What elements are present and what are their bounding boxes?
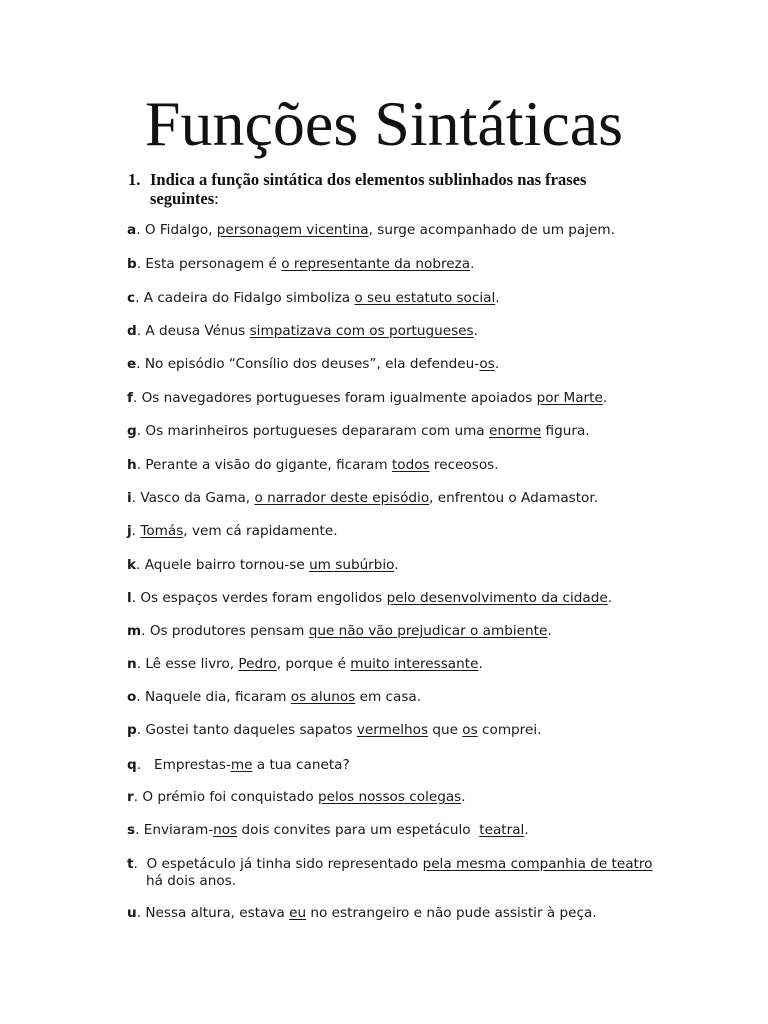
item-separator: . bbox=[133, 789, 139, 805]
exercise-item-a bbox=[127, 222, 687, 239]
sentence-text: . bbox=[495, 290, 500, 306]
exercise-item-g bbox=[127, 423, 687, 440]
exercise-line bbox=[127, 523, 338, 539]
sentence-text: O Fidalgo, bbox=[140, 222, 217, 238]
exercise-item-n bbox=[127, 656, 687, 673]
item-separator: . bbox=[136, 222, 141, 238]
sentence-text: . bbox=[602, 390, 608, 406]
underlined-element: teatral bbox=[479, 822, 525, 838]
exercise-line bbox=[127, 623, 552, 639]
underlined-element: Pedro bbox=[238, 656, 277, 672]
item-letter: g bbox=[127, 423, 137, 439]
exercise-item-u bbox=[127, 905, 687, 922]
sentence-text: , vem cá rapidamente. bbox=[183, 523, 338, 539]
sentence-text: . bbox=[494, 356, 500, 372]
exercise-line bbox=[127, 356, 499, 372]
exercise-item-s bbox=[127, 822, 687, 839]
underlined-element: pelo desenvolvimento da cidade bbox=[386, 590, 608, 606]
underlined-element: simpatizava com os portugueses bbox=[249, 323, 474, 339]
underlined-element: os bbox=[479, 356, 495, 372]
exercise-item-p bbox=[127, 722, 687, 739]
item-letter: k bbox=[127, 557, 137, 573]
page-title: Funções Sintáticas bbox=[144, 88, 624, 159]
sentence-text: Esta personagem é bbox=[141, 256, 282, 272]
sentence-text: A deusa Vénus bbox=[141, 323, 250, 339]
question-colon: : bbox=[214, 189, 219, 208]
sentence-text: Os marinheiros portugueses depararam com uma bbox=[141, 423, 489, 439]
exercise-item-j bbox=[127, 523, 687, 540]
sentence-text: Vasco da Gama, bbox=[136, 490, 255, 506]
item-letter: m bbox=[127, 623, 142, 639]
sentence-text: . bbox=[547, 623, 552, 639]
exercise-item-l bbox=[127, 590, 687, 607]
exercise-line bbox=[127, 856, 653, 872]
exercise-line bbox=[127, 457, 499, 473]
exercise-item-b bbox=[127, 256, 687, 273]
underlined-element: Tomás bbox=[140, 523, 184, 539]
exercise-line bbox=[127, 590, 612, 606]
item-separator: . bbox=[136, 905, 142, 921]
underlined-element: pela mesma companhia de teatro bbox=[422, 856, 653, 872]
item-letter: u bbox=[127, 905, 137, 921]
item-separator: . bbox=[136, 323, 142, 339]
sentence-text: Os produtores pensam bbox=[145, 623, 309, 639]
sentence-text: Naquele dia, ficaram bbox=[140, 689, 291, 705]
item-separator: . bbox=[131, 490, 136, 506]
exercise-line bbox=[127, 822, 529, 838]
sentence-text: A cadeira do Fidalgo simboliza bbox=[139, 290, 355, 306]
item-separator: . bbox=[132, 390, 138, 406]
sentence-text: O espetáculo já tinha sido representado bbox=[137, 856, 423, 872]
exercise-item-o bbox=[127, 689, 687, 706]
underlined-element: o seu estatuto social bbox=[354, 290, 496, 306]
item-letter: s bbox=[127, 822, 136, 838]
sentence-continuation: há dois anos. bbox=[146, 873, 237, 889]
exercise-line bbox=[127, 323, 478, 339]
item-letter: n bbox=[127, 656, 137, 672]
exercise-line bbox=[127, 423, 590, 439]
item-letter: c bbox=[127, 290, 136, 306]
item-separator: . bbox=[136, 256, 142, 272]
item-separator: . bbox=[136, 656, 142, 672]
item-separator: . bbox=[136, 557, 141, 573]
underlined-element: pelos nossos colegas bbox=[317, 789, 462, 805]
sentence-text: , enfrentou o Adamastor. bbox=[429, 490, 599, 506]
item-separator: . bbox=[136, 356, 141, 372]
question-1 bbox=[128, 170, 648, 208]
exercise-line bbox=[127, 789, 466, 805]
exercise-item-h bbox=[127, 457, 687, 474]
item-letter: j bbox=[127, 523, 132, 539]
exercise-line bbox=[127, 490, 598, 506]
underlined-element: os bbox=[462, 722, 478, 738]
item-letter: h bbox=[127, 457, 137, 473]
sentence-text: . bbox=[607, 590, 613, 606]
exercise-line bbox=[127, 256, 474, 272]
item-letter: p bbox=[127, 722, 137, 738]
item-letter: b bbox=[127, 256, 137, 272]
exercise-line bbox=[127, 757, 350, 773]
sentence-text: Aquele bairro tornou-se bbox=[140, 557, 310, 573]
underlined-element: por Marte bbox=[536, 390, 603, 406]
underlined-element: me bbox=[230, 757, 253, 773]
underlined-element: os alunos bbox=[290, 689, 356, 705]
item-separator: . bbox=[135, 822, 140, 838]
item-separator: . bbox=[136, 722, 142, 738]
exercise-line bbox=[127, 905, 597, 921]
sentence-text: Enviaram- bbox=[139, 822, 214, 838]
exercise-item-t bbox=[127, 856, 687, 890]
exercise-line bbox=[127, 222, 615, 238]
sentence-text: dois convites para um espetáculo bbox=[237, 822, 480, 838]
item-separator: . bbox=[131, 590, 136, 606]
sentence-text: . bbox=[394, 557, 399, 573]
exercise-item-i bbox=[127, 490, 687, 507]
item-letter: d bbox=[127, 323, 137, 339]
exercise-item-m bbox=[127, 623, 687, 640]
item-letter: i bbox=[127, 490, 132, 506]
sentence-text: . bbox=[473, 323, 478, 339]
sentence-text: figura. bbox=[541, 423, 590, 439]
item-letter: f bbox=[127, 390, 133, 406]
sentence-text: No episódio “Consílio dos deuses”, ela defendeu- bbox=[140, 356, 480, 372]
underlined-element: enorme bbox=[488, 423, 542, 439]
exercise-item-f bbox=[127, 390, 687, 407]
sentence-text: que bbox=[428, 722, 463, 738]
sentence-text: . bbox=[478, 656, 483, 672]
underlined-element: que não vão prejudicar o ambiente bbox=[308, 623, 548, 639]
sentence-text: Emprestas- bbox=[141, 757, 231, 773]
question-text bbox=[150, 170, 648, 208]
sentence-text: Os navegadores portugueses foram igualmente apoiados bbox=[137, 390, 537, 406]
sentence-text: em casa. bbox=[355, 689, 422, 705]
sentence-text: O prémio foi conquistado bbox=[138, 789, 318, 805]
sentence-text: no estrangeiro e não pude assistir à peça. bbox=[306, 905, 597, 921]
item-letter: t bbox=[127, 856, 134, 872]
sentence-text: . bbox=[524, 822, 529, 838]
underlined-element: o representante da nobreza bbox=[281, 256, 471, 272]
underlined-element: nos bbox=[213, 822, 238, 838]
item-letter: e bbox=[127, 356, 137, 372]
item-separator: . bbox=[133, 856, 138, 872]
sentence-text: a tua caneta? bbox=[252, 757, 350, 773]
underlined-element: muito interessante bbox=[350, 656, 479, 672]
sentence-text: . bbox=[470, 256, 475, 272]
item-separator: . bbox=[136, 457, 142, 473]
sentence-text: . bbox=[461, 789, 466, 805]
item-letter: a bbox=[127, 222, 137, 238]
sentence-text: Os espaços verdes foram engolidos bbox=[136, 590, 387, 606]
item-separator: . bbox=[131, 523, 136, 539]
exercise-item-k bbox=[127, 557, 687, 574]
sentence-text: receosos. bbox=[429, 457, 499, 473]
sentence-text: , surge acompanhado de um pajem. bbox=[368, 222, 615, 238]
exercise-item-q bbox=[127, 757, 687, 774]
sentence-text: , porque é bbox=[276, 656, 351, 672]
item-letter: r bbox=[127, 789, 134, 805]
underlined-element: todos bbox=[391, 457, 430, 473]
exercise-item-e bbox=[127, 356, 687, 373]
exercise-line bbox=[127, 656, 483, 672]
item-letter: q bbox=[127, 757, 137, 773]
exercise-line bbox=[127, 722, 541, 738]
question-number: 1. bbox=[128, 170, 141, 189]
sentence-text: Gostei tanto daqueles sapatos bbox=[141, 722, 357, 738]
item-separator: . bbox=[135, 290, 140, 306]
sentence-text: Lê esse livro, bbox=[141, 656, 239, 672]
underlined-element: eu bbox=[289, 905, 307, 921]
exercise-item-r bbox=[127, 789, 687, 806]
exercise-item-c bbox=[127, 290, 687, 307]
sentence-text: comprei. bbox=[477, 722, 542, 738]
underlined-element: o narrador deste episódio bbox=[254, 490, 430, 506]
underlined-element: vermelhos bbox=[356, 722, 429, 738]
exercise-line bbox=[127, 557, 399, 573]
sentence-text: Perante a visão do gigante, ficaram bbox=[141, 457, 392, 473]
item-letter: l bbox=[127, 590, 132, 606]
item-separator: . bbox=[136, 757, 142, 773]
exercise-item-d bbox=[127, 323, 687, 340]
exercise-line bbox=[127, 390, 607, 406]
item-letter: o bbox=[127, 689, 137, 705]
exercise-line bbox=[127, 689, 421, 705]
item-separator: . bbox=[141, 623, 146, 639]
exercise-line bbox=[127, 290, 500, 306]
item-separator: . bbox=[136, 689, 141, 705]
sentence-text: Nessa altura, estava bbox=[141, 905, 290, 921]
underlined-element: um subúrbio bbox=[309, 557, 395, 573]
underlined-element: personagem vicentina bbox=[216, 222, 369, 238]
item-separator: . bbox=[136, 423, 142, 439]
question-text-body: Indica a função sintática dos elementos sublinhados nas frases seguintes bbox=[150, 170, 587, 208]
